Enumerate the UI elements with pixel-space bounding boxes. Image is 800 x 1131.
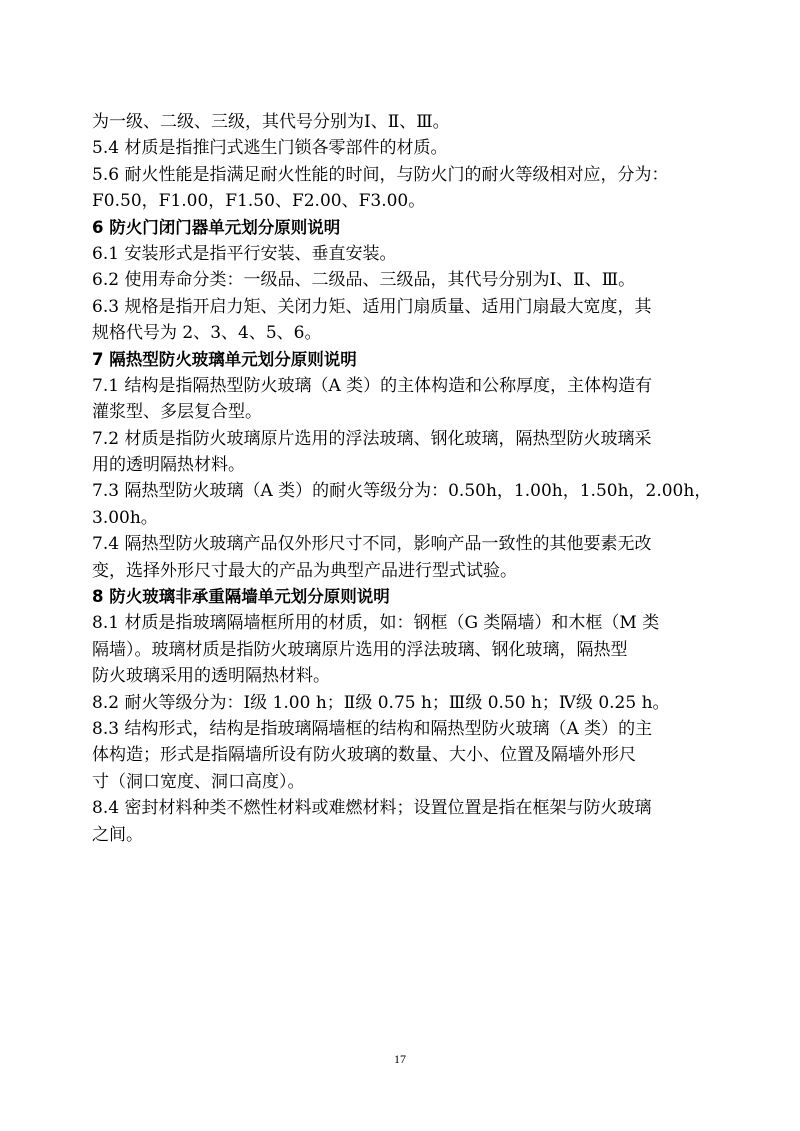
text-line: 7.2 材质是指防火玻璃原片选用的浮法玻璃、钢化玻璃，隔热型防火玻璃采 bbox=[92, 428, 652, 449]
text-line: 为一级、二级、三级，其代号分别为Ⅰ、Ⅱ、Ⅲ。 bbox=[92, 112, 450, 132]
text-line: 8.2 耐火等级分为：Ⅰ级 1.00 h；Ⅱ级 0.75 h；Ⅲ级 0.50 h；Ⅳ级 0.25 h。 bbox=[92, 692, 670, 713]
text-line: 7.4 隔热型防火玻璃产品仅外形尺寸不同，影响产品一致性的其他要素无改 bbox=[92, 534, 652, 555]
text-line: 7.3 隔热型防火玻璃（A 类）的耐火等级分为：0.50h，1.00h，1.50h，2.00h， bbox=[92, 481, 712, 502]
text-line: 6.3 规格是指开启力矩、关闭力矩、适用门扇质量、适用门扇最大宽度，其 bbox=[92, 296, 652, 317]
text-line: 之间。 bbox=[92, 824, 143, 845]
text-line: F0.50，F1.00，F1.50、F2.00、F3.00。 bbox=[92, 191, 426, 212]
text-line: 8.3 结构形式，结构是指玻璃隔墙框的结构和隔热型防火玻璃（A 类）的主 bbox=[92, 718, 653, 739]
section-heading: 6 防火门闭门器单元划分原则说明 bbox=[92, 217, 341, 237]
text-line: 规格代号为 2、3、4、5、6。 bbox=[92, 323, 322, 344]
text-line: 6.1 安装形式是指平行安装、垂直安装。 bbox=[92, 243, 397, 264]
text-line: 隔墙）。玻璃材质是指防火玻璃原片选用的浮法玻璃、钢化玻璃，隔热型 bbox=[92, 639, 628, 660]
text-line: 变，选择外形尺寸最大的产品为典型产品进行型式试验。 bbox=[92, 560, 517, 581]
text-line: 8.1 材质是指玻璃隔墙框所用的材质，如：钢框（G 类隔墙）和木框（M 类 bbox=[92, 613, 660, 634]
text-line: 防火玻璃采用的透明隔热材料。 bbox=[92, 666, 330, 687]
text-line: 6.2 使用寿命分类：一级品、二级品、三级品，其代号分别为Ⅰ、Ⅱ、Ⅲ。 bbox=[92, 270, 636, 291]
text-line: 灌浆型、多层复合型。 bbox=[92, 402, 262, 423]
text-line: 体构造；形式是指隔墙所设有防火玻璃的数量、大小、位置及隔墙外形尺 bbox=[92, 745, 636, 766]
text-line: 5.4 材质是指推闩式逃生门锁各零部件的材质。 bbox=[92, 138, 448, 159]
text-line: 5.6 耐火性能是指满足耐火性能的时间，与防火门的耐火等级相对应，分为： bbox=[92, 164, 669, 185]
document-body bbox=[92, 109, 714, 848]
text-line: 3.00h。 bbox=[92, 507, 158, 528]
text-line: 8.4 密封材料种类不燃性材料或难燃材料；设置位置是指在框架与防火玻璃 bbox=[92, 798, 652, 819]
section-heading: 7 隔热型防火玻璃单元划分原则说明 bbox=[92, 349, 357, 369]
text-line: 7.1 结构是指隔热型防火玻璃（A 类）的主体构造和公称厚度，主体构造有 bbox=[92, 375, 653, 396]
text-line: 用的透明隔热材料。 bbox=[92, 455, 245, 476]
section-heading: 8 防火玻璃非承重隔墙单元划分原则说明 bbox=[92, 587, 390, 607]
page-number: 17 bbox=[394, 1052, 406, 1066]
text-line: 寸（洞口宽度、洞口高度）。 bbox=[92, 771, 305, 792]
